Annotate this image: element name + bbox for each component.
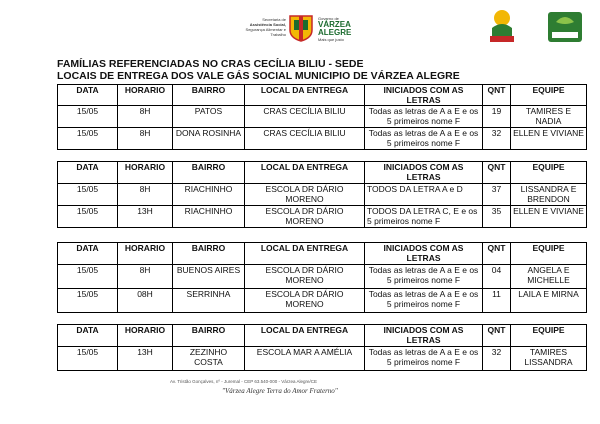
cell-data: 15/05 [58, 184, 118, 206]
cell-data: 15/05 [58, 206, 118, 228]
col-qnt: QNT [483, 85, 511, 106]
program-logo-icon [486, 6, 542, 46]
cell-qnt: 19 [483, 106, 511, 128]
col-horario: HORARIO [118, 162, 173, 184]
cell-data: 15/05 [58, 347, 118, 371]
cell-letras: Todas as letras de A a E e os 5 primeiros nome F [365, 289, 483, 313]
col-local: LOCAL DA ENTREGA [245, 243, 365, 265]
social-program-icon [544, 6, 586, 46]
cell-local: ESCOLA DR DÁRIO MORENO [245, 206, 365, 228]
document-title [57, 58, 460, 82]
cell-qnt: 35 [483, 206, 511, 228]
cell-horario: 8H [118, 106, 173, 128]
col-equipe: EQUIPE [511, 162, 587, 184]
cell-local: ESCOLA MAR A AMÉLIA [245, 347, 365, 371]
col-bairro: BAIRRO [173, 85, 245, 106]
cell-bairro: RIACHINHO [173, 206, 245, 228]
cell-local: ESCOLA DR DÁRIO MORENO [245, 184, 365, 206]
footer-motto: "Várzea Alegre Terra do Amor Fraterno" [222, 387, 338, 395]
cell-equipe: ELLEN E VIVIANE [511, 206, 587, 228]
footer-address: Av. Tristão Gonçalves, nº - Juremal - CEP 63.540-000 - Várzea Alegre/CE [170, 379, 317, 384]
table-row [58, 128, 587, 150]
cell-equipe: TAMIRES LISSANDRA [511, 347, 587, 371]
col-qnt: QNT [483, 162, 511, 184]
col-letras: INICIADOS COM AS LETRAS [365, 325, 483, 347]
col-equipe: EQUIPE [511, 325, 587, 347]
cell-bairro: DONA ROSINHA [173, 128, 245, 150]
cell-letras: Todas as letras de A a E e os 5 primeiros nome F [365, 106, 483, 128]
col-bairro: BAIRRO [173, 243, 245, 265]
col-data: DATA [58, 325, 118, 347]
cell-bairro: SERRINHA [173, 289, 245, 313]
table-row [58, 206, 587, 228]
col-horario: HORARIO [118, 243, 173, 265]
table-row [58, 347, 587, 371]
col-data: DATA [58, 162, 118, 184]
cell-data: 15/05 [58, 289, 118, 313]
cell-bairro: PATOS [173, 106, 245, 128]
program-logos [486, 6, 586, 46]
cell-letras: Todas as letras de A a E e os 5 primeiros nome F [365, 265, 483, 289]
table-header-row [58, 243, 587, 265]
cell-qnt: 37 [483, 184, 511, 206]
col-local: LOCAL DA ENTREGA [245, 162, 365, 184]
cell-qnt: 32 [483, 347, 511, 371]
col-letras: INICIADOS COM AS LETRAS [365, 162, 483, 184]
delivery-table-3 [57, 242, 587, 313]
col-qnt: QNT [483, 243, 511, 265]
col-letras: INICIADOS COM AS LETRAS [365, 85, 483, 106]
table-row [58, 289, 587, 313]
cell-horario: 8H [118, 184, 173, 206]
cell-data: 15/05 [58, 128, 118, 150]
col-horario: HORARIO [118, 325, 173, 347]
col-local: LOCAL DA ENTREGA [245, 325, 365, 347]
cell-equipe: TAMIRES E NADIA [511, 106, 587, 128]
secretaria-text: Secretaria de Assistência Social, Segurança Alimentar e Trabalho [245, 17, 286, 37]
cell-equipe: LISSANDRA E BRENDON [511, 184, 587, 206]
table-row [58, 265, 587, 289]
governo-text: Governo de VÁRZEA ALEGRE Mais que justo [318, 16, 352, 42]
col-bairro: BAIRRO [173, 325, 245, 347]
col-horario: HORARIO [118, 85, 173, 106]
cell-letras: TODOS DA LETRA C, E e os 5 primeiros nome F [365, 206, 483, 228]
table-header-row [58, 325, 587, 347]
col-bairro: BAIRRO [173, 162, 245, 184]
col-data: DATA [58, 243, 118, 265]
cell-qnt: 04 [483, 265, 511, 289]
col-equipe: EQUIPE [511, 243, 587, 265]
cell-data: 15/05 [58, 106, 118, 128]
cell-local: CRAS CECÍLIA BILIU [245, 128, 365, 150]
cell-equipe: LAILA E MIRNA [511, 289, 587, 313]
table-header-row [58, 162, 587, 184]
delivery-table-2 [57, 161, 587, 228]
cell-letras: Todas as letras de A a E e os 5 primeiros nome F [365, 347, 483, 371]
col-local: LOCAL DA ENTREGA [245, 85, 365, 106]
cell-horario: 08H [118, 289, 173, 313]
title-line-2: LOCAIS DE ENTREGA DOS VALE GÁS SOCIAL MUNICIPIO DE VÁRZEA ALEGRE [57, 70, 460, 82]
cell-qnt: 11 [483, 289, 511, 313]
government-logo [228, 14, 378, 46]
cell-bairro: RIACHINHO [173, 184, 245, 206]
table-header-row [58, 85, 587, 106]
city-seal-icon [288, 14, 314, 42]
cell-data: 15/05 [58, 265, 118, 289]
page-header [0, 0, 600, 50]
table-row [58, 184, 587, 206]
col-qnt: QNT [483, 325, 511, 347]
cell-letras: Todas as letras de A a E e os 5 primeiros nome F [365, 128, 483, 150]
delivery-table-4 [57, 324, 587, 371]
col-data: DATA [58, 85, 118, 106]
delivery-table-1 [57, 84, 587, 150]
cell-local: CRAS CECÍLIA BILIU [245, 106, 365, 128]
cell-local: ESCOLA DR DÁRIO MORENO [245, 265, 365, 289]
cell-equipe: ELLEN E VIVIANE [511, 128, 587, 150]
cell-equipe: ANGELA E MICHELLE [511, 265, 587, 289]
cell-letras: TODOS DA LETRA A e D [365, 184, 483, 206]
col-equipe: EQUIPE [511, 85, 587, 106]
title-line-1: FAMÍLIAS REFERENCIADAS NO CRAS CECÍLIA BILIU - SEDE [57, 58, 364, 70]
cell-horario: 8H [118, 128, 173, 150]
cell-bairro: BUENOS AIRES [173, 265, 245, 289]
cell-horario: 8H [118, 265, 173, 289]
cell-local: ESCOLA DR DÁRIO MORENO [245, 289, 365, 313]
cell-qnt: 32 [483, 128, 511, 150]
cell-horario: 13H [118, 347, 173, 371]
cell-horario: 13H [118, 206, 173, 228]
col-letras: INICIADOS COM AS LETRAS [365, 243, 483, 265]
cell-bairro: ZEZINHO COSTA [173, 347, 245, 371]
table-row [58, 106, 587, 128]
